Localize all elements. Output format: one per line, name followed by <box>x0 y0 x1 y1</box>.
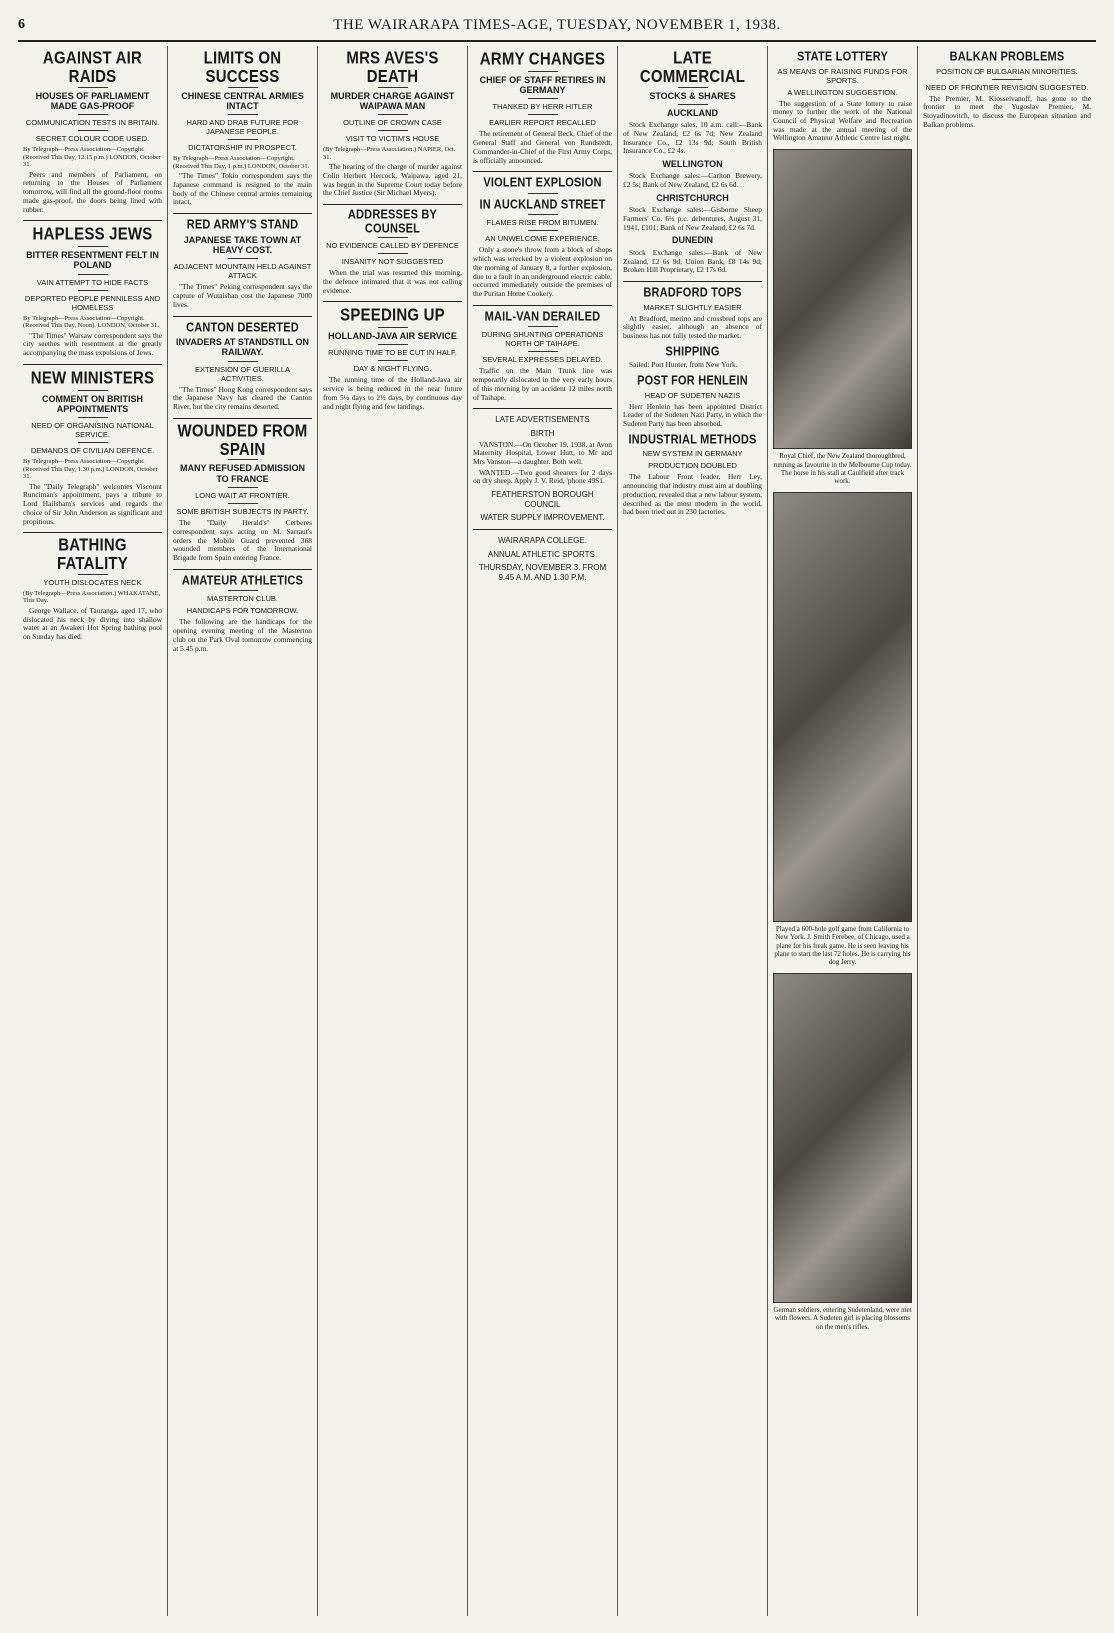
article-body: The "Daily Telegraph" welcomes Viscount Runciman's appointment, pays a tribute to Lord Hailsham's services and regards the choice of Sir John Anderson as significant and propitious. <box>23 481 162 526</box>
article-body: At Bradford, merino and crossbred tops are slightly easier, although an absence of business has not fully tested the market. <box>623 313 762 341</box>
headline-new-ministers: NEW MINISTERS <box>30 368 155 389</box>
headline-shipping: SHIPPING <box>665 344 720 359</box>
article-body: The "Daily Herald's" Cerberes correspondent says acting on M. Sarraut's orders the Mobile Guard prevented 368 wounded members of the International Brigade from Spain entering France. <box>173 518 312 563</box>
headline-air-raids: AGAINST AIR RAIDS <box>42 48 143 87</box>
subhead-dunedin: DUNEDIN <box>671 235 713 246</box>
ad-birth: VANSTON.—On October 19, 1938, at Avon Maternity Hospital, Lower Hutt, to Mr and Mrs Vanston—a daughter. Both well. <box>473 439 612 467</box>
headline-industrial-methods: INDUSTRIAL METHODS <box>628 432 757 447</box>
late-advertisements <box>473 415 612 582</box>
deck: THANKED BY HERR HITLER <box>492 102 593 112</box>
article-body: Stock Exchange sales:—Gisborne Sheep Farmers' Co. 6½ p.c. debentures, August 31, 1941, £101; Bank of New Zealand, £2 6s 7d. <box>623 205 762 232</box>
headline-hapless-jews: HAPLESS JEWS <box>32 224 153 245</box>
caption-sudeten: German soldiers, entering Sudetenland, were met with flowers. A Sudeten girl is placing blossoms on the men's rifles. <box>773 1305 912 1331</box>
article-body: Herr Henlein has been appointed District Leader of the Sudeten Nazi Party, in which the Sudeten Party has been absorbed. <box>623 401 762 429</box>
photo-golfer <box>773 492 912 922</box>
credit: By Telegraph—Press Association—Copyright. (Received This Day, Noon). LONDON, October 31. <box>23 314 159 330</box>
ad-council: FEATHERSTON BOROUGH COUNCIL <box>491 490 594 509</box>
ad-wanted: WANTED.—Two good shearers for 2 days on dry sheep. Apply J. V. Reid, 'phone 49S1. <box>473 467 612 486</box>
subhead: INVADERS AT STANDSTILL ON RAILWAY. <box>175 337 309 358</box>
deck: EARLIER REPORT RECALLED <box>489 118 596 128</box>
article-body: The hearing of the charge of murder against Colin Herbert Hercock, Waipawa, aged 21, was begun in the Supreme Court today before the Chief Justice (Sir Michael Myers). <box>323 162 462 198</box>
subhead: JAPANESE TAKE TOWN AT HEAVY COST. <box>183 234 302 255</box>
subhead: COMMENT ON BRITISH APPOINTMENTS <box>42 393 143 414</box>
headline-wounded-from-spain: WOUNDED FROM SPAIN <box>177 421 308 460</box>
subhead-wellington: WELLINGTON <box>662 159 723 170</box>
headline-mrs-aves-death: MRS AVES'S DEATH <box>346 48 439 87</box>
column-4 <box>468 46 618 1616</box>
subhead-auckland-street: IN AUCKLAND STREET <box>479 197 606 212</box>
deck: DICTATORSHIP IN PROSPECT. <box>188 143 297 153</box>
ads-birth-title: BIRTH <box>530 428 555 438</box>
subhead: HOLLAND-JAVA AIR SERVICE <box>328 331 457 342</box>
article-body: The retirement of General Beck, Chief of the General Staff and General von Rundstedt, Commander-in-Chief of the First Army Corps, is officially announced. <box>473 129 612 165</box>
deck: SOME BRITISH SUBJECTS IN PARTY. <box>176 507 309 517</box>
column-1 <box>18 46 168 1616</box>
headline-bathing-fatality: BATHING FATALITY <box>56 535 129 574</box>
deck: PRODUCTION DOUBLED <box>648 461 737 471</box>
article-body: "The Times" Warsaw correspondent says the city seethes with resentment at the greatly accompanying the mass expulsions of Jews. <box>23 330 162 358</box>
subhead: MURDER CHARGE AGAINST WAIPAWA MAN <box>330 90 455 111</box>
subhead: STOCKS & SHARES <box>649 90 736 101</box>
ad-college: WAIRARAPA COLLEGE. <box>498 536 587 545</box>
headline-violent-explosion: VIOLENT EXPLOSION <box>483 176 602 191</box>
article-body: The following are the handicaps for the opening evening meeting of the Masterton club on the Park Oval tomorrow commencing at 5.45 p.m. <box>173 617 312 653</box>
caption-royal-chief: Royal Chief, the New Zealand thoroughbred, running as favourite in the Melbourne Cup today. The horse in his stall at Caulfield after track work. <box>773 452 912 486</box>
subhead: MANY REFUSED ADMISSION TO FRANCE <box>179 463 305 484</box>
deck: INSANITY NOT SUGGESTED <box>341 257 444 267</box>
deck: DAY & NIGHT FLYING. <box>353 364 432 374</box>
headline-state-lottery: STATE LOTTERY <box>796 49 888 64</box>
photo-royal-chief <box>773 149 912 449</box>
subhead: CHINESE CENTRAL ARMIES INTACT <box>181 90 304 111</box>
deck: MASTERTON CLUB. <box>207 594 278 604</box>
headline-addresses-by-counsel: ADDRESSES BY COUNSEL <box>347 208 438 236</box>
deck: SECRET COLOUR CODE USED. <box>35 134 150 144</box>
deck: HANDICAPS FOR TOMORROW. <box>186 606 299 616</box>
headline-balkan-problems: BALKAN PROBLEMS <box>949 49 1065 64</box>
headline-red-armys-stand: RED ARMY'S STAND <box>186 218 299 232</box>
column-2 <box>168 46 318 1616</box>
headline-limits-on-success: LIMITS ON SUCCESS <box>203 48 282 87</box>
deck: POSITION OF BULGARIAN MINORITIES. <box>936 66 1078 76</box>
deck: VISIT TO VICTIM'S HOUSE <box>345 134 440 144</box>
deck: SEVERAL EXPRESSES DELAYED. <box>482 355 603 365</box>
article-body: The running time of the Holland-Java air service is being reduced in the near future from 5½ days to 2½ days, by continuous day and night flying and few landings. <box>323 375 462 411</box>
subhead-auckland: AUCKLAND <box>667 107 718 118</box>
credit: By Telegraph—Press Association—Copyright. (Received This Day, 12.15 p.m.) LONDON, October 31. <box>23 146 161 169</box>
deck: FLAMES RISE FROM BITUMEN. <box>486 218 599 228</box>
subhead: HOUSES OF PARLIAMENT MADE GAS-PROOF <box>35 90 150 111</box>
credit: (By Telegraph—Press Association.) NAPIER, Oct. 31. <box>323 146 456 161</box>
article-body: Stock Exchange sales:—Bank of New Zealand, £2 6s 9d; Union Bank, £8 14s 9d; Broken Hill Proprietary, £2 17s 6d. <box>623 247 762 275</box>
article-body: Stock Exchange sales:—Carlton Brewery, £2 5s; Bank of New Zealand, £2 6s 6d. <box>623 171 762 190</box>
article-body: "The Times" Tokio correspondent says the Japanese command is resigned to the main body of the Chinese central armies remaining intact. <box>173 171 312 207</box>
article-body: Only a stone's throw from a block of shops which was wrecked by a violent explosion on the morning of January 8, a further explosion, due to a fault in an underground electric cable, occurred immediately outside the premises of the Puritan Home Cookery. <box>473 245 612 299</box>
ads-title: LATE ADVERTISEMENTS <box>495 415 590 425</box>
photo-sudeten <box>773 973 912 1303</box>
headline-amateur-athletics: AMATEUR ATHLETICS <box>181 573 304 588</box>
article-body: Peers and members of Parliament, on returning to the Houses of Parliament tomorrow, will find all the ground-floor rooms made gas-proof, the doors being lined with rubber. <box>23 169 162 214</box>
article-body: The suggestion of a State lottery to raise money to further the work of the National Council of Physical Welfare and Recreation was made at the annual meeting of the Wellington Amateur Athletic Centre last night. <box>773 98 912 143</box>
deck: COMMUNICATION TESTS IN BRITAIN. <box>25 118 160 128</box>
deck: ADJACENT MOUNTAIN HELD AGAINST ATTACK <box>173 262 312 281</box>
article-body: The Premier, M. Kiosseivanoff, has gone to the frontier to meet the Yugoslav Premier, M. Stoyadinovitch, to discuss the European situation and Balkan problems. <box>923 93 1091 129</box>
deck: NEED OF FRONTIER REVISION SUGGESTED. <box>925 82 1089 92</box>
deck: NO EVIDENCE CALLED BY DEFENCE <box>326 241 459 251</box>
article-body: George Wallace, of Tauranga, aged 17, who dislocated his neck by diving into shallow water at an Awakeri Hot Spring bathing pool on Sunday has died. <box>23 605 162 641</box>
headline-post-for-henlein: POST FOR HENLEIN <box>637 374 748 388</box>
subhead-christchurch: CHRISTCHURCH <box>656 192 729 203</box>
deck: LONG WAIT AT FRONTIER. <box>195 491 290 501</box>
subhead: BITTER RESENTMENT FELT IN POLAND <box>26 250 159 271</box>
deck: AS MEANS OF RAISING FUNDS FOR SPORTS. <box>777 66 908 85</box>
masthead <box>18 14 1096 42</box>
column-7 <box>918 46 1096 1616</box>
masthead-title: THE WAIRARAPA TIMES-AGE, TUESDAY, NOVEMBER 1, 1938. <box>333 16 781 33</box>
article-body: Sailed: Port Hunter, from New York. <box>629 360 738 370</box>
credit: By Telegraph—Press Association—Copyright. (Received This Day, 1.30 p.m.) LONDON, October 31. <box>23 458 158 481</box>
ad-sports: ANNUAL ATHLETIC SPORTS. <box>487 549 598 559</box>
article-body: The Labour Front leader, Herr Ley, announcing that industry must aim at doubling production, revealed that a new labour system, described as the most modern in the world, had been tried out in 230 factories. <box>623 472 762 517</box>
page-number: 6 <box>18 17 25 32</box>
deck: DEMANDS OF CIVILIAN DEFENCE. <box>30 446 155 456</box>
deck: NEED OF ORGANISING NATIONAL SERVICE. <box>31 421 154 440</box>
deck: DURING SHUNTING OPERATIONS NORTH OF TAIHAPE. <box>481 330 604 349</box>
deck: MARKET SLIGHTLY EASIER <box>643 302 742 312</box>
deck: VAIN ATTEMPT TO HIDE FACTS <box>36 277 149 287</box>
headline-army-changes: ARMY CHANGES <box>479 49 606 70</box>
deck: A WELLINGTON SUGGESTION. <box>787 87 898 97</box>
credit: (By Telegraph—Press Association.) WHAKATANE, This Day. <box>23 589 161 605</box>
deck: DEPORTED PEOPLE PENNILESS AND HOMELESS <box>24 293 161 312</box>
deck: EXTENSION OF GUERILLA ACTIVITIES. <box>194 364 291 383</box>
deck: OUTLINE OF CROWN CASE <box>343 118 442 128</box>
article-body: Stock Exchange sales, 10 a.m. call:—Bank of New Zealand, £2 6s 7d; New Zealand Insurance Co., £2 13s 9d; South British Insurance Co., £2 4s. <box>623 120 762 156</box>
column-5 <box>618 46 768 1616</box>
column-6 <box>768 46 918 1616</box>
article-body: Traffic on the Main Trunk line was temporarily dislocated in the very early hours of this morning by an accident 12 miles north of Taihape. <box>473 366 612 402</box>
columns <box>18 46 1096 1616</box>
article-body: When the trial was resumed this morning, the defence intimated that it was not calling evidence. <box>323 268 462 295</box>
headline-canton-deserted: CANTON DESERTED <box>186 320 299 335</box>
headline-speeding-up: SPEEDING UP <box>340 306 445 326</box>
deck: HEAD OF SUDETEN NAZIS <box>644 390 741 400</box>
deck: NEW SYSTEM IN GERMANY <box>642 449 743 459</box>
subhead: CHIEF OF STAFF RETIRES IN GERMANY <box>479 74 606 96</box>
article-body: "The Times" Peking correspondent says the capture of Wutaishan cost the Japanese 7000 lives. <box>173 282 312 309</box>
headline-mail-van-derailed: MAIL-VAN DERAILED <box>484 309 601 324</box>
headline-late-commercial: LATE COMMERCIAL <box>639 48 746 87</box>
headline-bradford-tops: BRADFORD TOPS <box>643 286 742 300</box>
credit: By Telegraph—Press Association—Copyright. (Received This Day, 1 p.m.) LONDON, October 31. <box>173 155 310 170</box>
ad-date: THURSDAY, NOVEMBER 3. FROM 9.45 A.M. AND 1.30 P.M. <box>478 563 607 582</box>
caption-golfer: Played a 600-hole golf game from California to New York. J. Smith Ferebee, of Chicago, used a plane for his freak game. He is seen leaving his plane to start the last 72 holes. He is carrying his dog Jerry. <box>774 924 911 967</box>
ad-water: WATER SUPPLY IMPROVEMENT. <box>480 513 605 523</box>
deck: YOUTH DISLOCATES NECK <box>43 577 142 587</box>
article-body: "The Times" Hong Kong correspondent says the Japanese Navy has cleared the Canton River, but the city remains deserted. <box>173 384 312 412</box>
deck: HARD AND DRAB FUTURE FOR JAPANESE PEOPLE. <box>186 118 299 137</box>
deck: AN UNWELCOME EXPERIENCE. <box>485 234 600 244</box>
deck: RUNNING TIME TO BE CUT IN HALF. <box>328 348 457 358</box>
column-3 <box>318 46 468 1616</box>
